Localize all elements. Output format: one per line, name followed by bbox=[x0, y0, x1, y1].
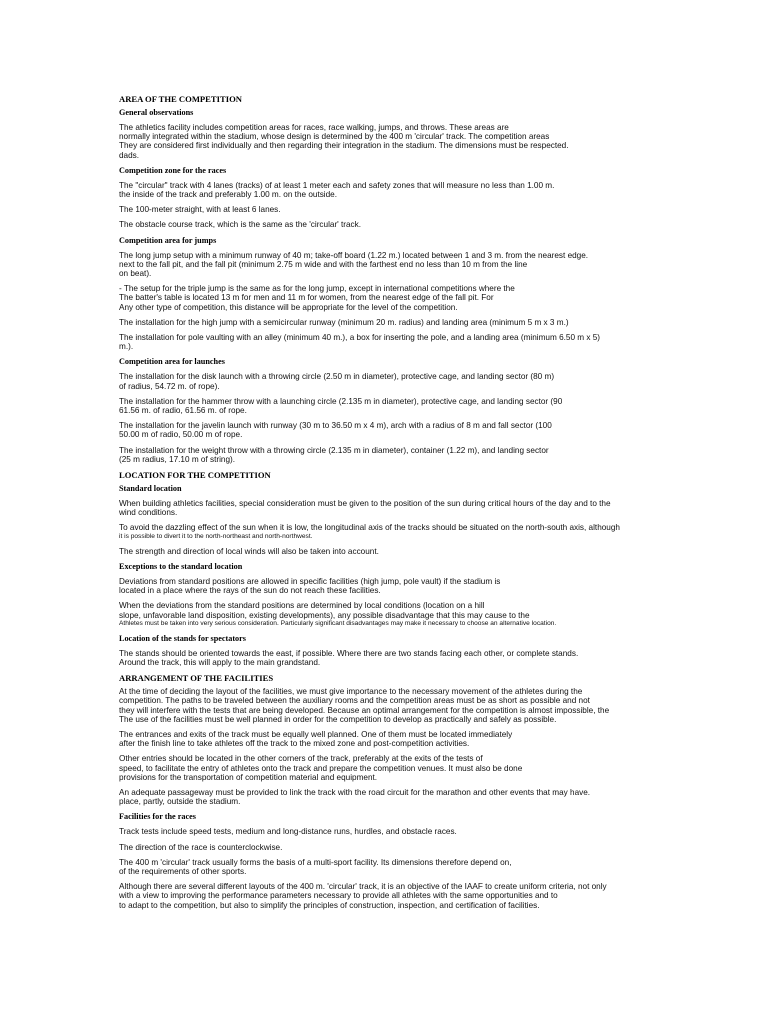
paragraph bbox=[119, 397, 654, 415]
text-line: The installation for the disk launch with a throwing circle (2.50 m in diameter), protective cage, and landing sector (80 m) bbox=[119, 372, 555, 382]
text-line: The installation for pole vaulting with an alley (minimum 40 m.), a box for inserting the pole, and a landing area (minimum 6.50 m x 5) bbox=[119, 333, 601, 343]
text-line: 61.56 m. of radio, 61.56 m. of rope. bbox=[119, 406, 247, 416]
text-line: The installation for the high jump with a semicircular runway (minimum 20 m. radius) and landing area (minimum 5 m x 3 m.) bbox=[119, 317, 569, 327]
text-line: after the finish line to take athletes off the track to the mixed zone and post-competition activities. bbox=[119, 739, 470, 749]
text-line: speed, to facilitate the entry of athletes onto the track and prepare the competition venues. It must also be done bbox=[119, 763, 523, 773]
text-line: Other entries should be located in the other corners of the track, preferably at the exits of the tests of bbox=[119, 754, 483, 764]
text-line: normally integrated within the stadium, whose design is determined by the 400 m 'circular' track. The competition areas bbox=[119, 132, 550, 142]
paragraph bbox=[119, 577, 654, 595]
text-line: The installation for the javelin launch with runway (30 m to 36.50 m x 4 m), arch with a radius of 8 m and fall sector (100 bbox=[119, 421, 552, 431]
paragraph bbox=[119, 523, 654, 540]
text-line: slope, unfavorable land disposition, existing developments), any possible disadvantage that this may cause to the bbox=[119, 610, 530, 620]
paragraph bbox=[119, 372, 654, 390]
paragraph bbox=[119, 882, 654, 910]
subsection-heading: Competition zone for the races bbox=[119, 165, 227, 175]
text-line: it is possible to divert it to the north-northeast and north-northwest. bbox=[119, 532, 313, 540]
paragraph bbox=[119, 649, 654, 667]
paragraph bbox=[119, 421, 654, 439]
paragraph bbox=[119, 284, 654, 312]
text-line: The direction of the race is counterclockwise. bbox=[119, 842, 283, 852]
paragraph bbox=[119, 181, 654, 199]
text-line: The 400 m 'circular' track usually forms the basis of a multi-sport facility. Its dimensions therefore depend on, bbox=[119, 857, 512, 867]
text-line: Around the track, this will apply to the main grandstand. bbox=[119, 657, 321, 667]
section-heading: LOCATION FOR THE COMPETITION bbox=[119, 470, 271, 481]
paragraph bbox=[119, 858, 654, 876]
text-line: The use of the facilities must be well planned in order for the competition to develop as practically and safely as possible. bbox=[119, 714, 557, 724]
text-line: An adequate passageway must be provided to link the track with the road circuit for the marathon and other events that may have. bbox=[119, 787, 591, 797]
text-line: The long jump setup with a minimum runway of 40 m; take-off board (1.22 m.) located between 1 and 3 m. from the nearest edge. bbox=[119, 250, 589, 260]
text-line: (25 m radius, 17.10 m of string). bbox=[119, 454, 236, 464]
paragraph bbox=[119, 123, 654, 160]
text-line: of radius, 54.72 m. of rope). bbox=[119, 381, 220, 391]
subsection-heading: Standard location bbox=[119, 484, 182, 494]
text-line: 50.00 m of radio, 50.00 m of rope. bbox=[119, 430, 243, 440]
paragraph bbox=[119, 843, 654, 852]
text-line: The obstacle course track, which is the same as the 'circular' track. bbox=[119, 220, 362, 230]
subsection-heading: Facilities for the races bbox=[119, 812, 196, 822]
text-line: The "circular" track with 4 lanes (tracks) of at least 1 meter each and safety zones that will measure no less than 1.00 m. bbox=[119, 180, 555, 190]
paragraph bbox=[119, 205, 654, 214]
text-line: When building athletics facilities, special consideration must be given to the position of the sun during critical hours of the day and to the bbox=[119, 499, 611, 509]
text-line: next to the fall pit, and the fall pit (minimum 2.75 m wide and with the farthest end no less than 10 m from the line bbox=[119, 259, 528, 269]
subsection-heading: Location of the stands for spectators bbox=[119, 633, 246, 643]
paragraph bbox=[119, 730, 654, 748]
text-line: Although there are several different layouts of the 400 m. 'circular' track, it is an objective of the IAAF to create uniform criteria, not only bbox=[119, 882, 607, 892]
text-line: Any other type of competition, this distance will be appropriate for the level of the competition. bbox=[119, 302, 458, 312]
text-line: Athletes must be taken into very serious consideration. Particularly significant disadvantages may make it necessary to choose an alternative location. bbox=[119, 619, 557, 627]
text-line: The entrances and exits of the track must be equally well planned. One of them must be located immediately bbox=[119, 729, 513, 739]
text-line: they will interfere with the tests that are being developed. Because an optimal arrangement for the competition is almost impossible, the bbox=[119, 705, 610, 715]
text-line: To avoid the dazzling effect of the sun when it is low, the longitudinal axis of the tracks should be situated on the north-south axis, although bbox=[119, 523, 620, 533]
subsection-heading: Competition area for launches bbox=[119, 357, 225, 367]
text-line: dads. bbox=[119, 150, 140, 160]
text-line: the inside of the track and preferably 1.00 m. on the outside. bbox=[119, 190, 338, 200]
text-line: m.). bbox=[119, 342, 134, 352]
section-heading: ARRANGEMENT OF THE FACILITIES bbox=[119, 673, 274, 684]
paragraph bbox=[119, 687, 654, 724]
text-line: They are considered first individually and then regarding their integration in the stadium. The dimensions must be respected. bbox=[119, 141, 569, 151]
paragraph bbox=[119, 318, 654, 327]
paragraph bbox=[119, 220, 654, 229]
text-line: The 100-meter straight, with at least 6 lanes. bbox=[119, 205, 281, 215]
paragraph bbox=[119, 754, 654, 782]
text-line: The installation for the weight throw with a throwing circle (2.135 m in diameter), container (1.22 m), and landing sector bbox=[119, 445, 549, 455]
text-line: When the deviations from the standard positions are determined by local conditions (location on a hill bbox=[119, 601, 485, 611]
text-line: The stands should be oriented towards the east, if possible. Where there are two stands facing each other, or complete stands. bbox=[119, 648, 579, 658]
paragraph bbox=[119, 827, 654, 836]
document-body bbox=[119, 94, 654, 916]
text-line: Track tests include speed tests, medium and long-distance runs, hurdles, and obstacle races. bbox=[119, 827, 457, 837]
paragraph bbox=[119, 788, 654, 806]
text-line: to adapt to the competition, but also to simplify the principles of construction, inspection, and certification of facilities. bbox=[119, 900, 540, 910]
section-heading: AREA OF THE COMPETITION bbox=[119, 94, 242, 104]
text-line: wind conditions. bbox=[119, 508, 178, 518]
text-line: competition. The paths to be traveled between the auxiliary rooms and the competition areas must be as short as possible and not bbox=[119, 696, 590, 706]
text-line: Deviations from standard positions are allowed in specific facilities (high jump, pole vault) if the stadium is bbox=[119, 576, 501, 586]
text-line: The batter's table is located 13 m for men and 11 m for women, from the nearest edge of the fall pit. For bbox=[119, 293, 494, 303]
subsection-heading: General observations bbox=[119, 108, 194, 117]
text-line: The installation for the hammer throw with a launching circle (2.135 m in diameter), protective cage, and landing sector (90 bbox=[119, 396, 563, 406]
text-line: - The setup for the triple jump is the same as for the long jump, except in international competitions where the bbox=[119, 284, 515, 294]
paragraph bbox=[119, 601, 654, 627]
paragraph bbox=[119, 333, 654, 351]
text-line: place, partly, outside the stadium. bbox=[119, 797, 241, 807]
text-line: provisions for the transportation of competition material and equipment. bbox=[119, 772, 378, 782]
paragraph bbox=[119, 251, 654, 279]
text-line: At the time of deciding the layout of the facilities, we must give importance to the necessary movement of the athletes during the bbox=[119, 687, 583, 697]
text-line: with a view to improving the performance parameters necessary to provide all athletes with the same opportunities and to bbox=[119, 891, 558, 901]
paragraph bbox=[119, 547, 654, 556]
subsection-heading: Competition area for jumps bbox=[119, 235, 217, 245]
text-line: on beat). bbox=[119, 269, 152, 279]
text-line: located in a place where the rays of the sun do not reach these facilities. bbox=[119, 586, 381, 596]
text-line: The strength and direction of local winds will also be taken into account. bbox=[119, 546, 379, 556]
text-line: of the requirements of other sports. bbox=[119, 866, 247, 876]
text-line: The athletics facility includes competition areas for races, race walking, jumps, and throws. These areas are bbox=[119, 123, 509, 132]
paragraph bbox=[119, 499, 654, 517]
subsection-heading: Exceptions to the standard location bbox=[119, 561, 243, 571]
paragraph bbox=[119, 446, 654, 464]
